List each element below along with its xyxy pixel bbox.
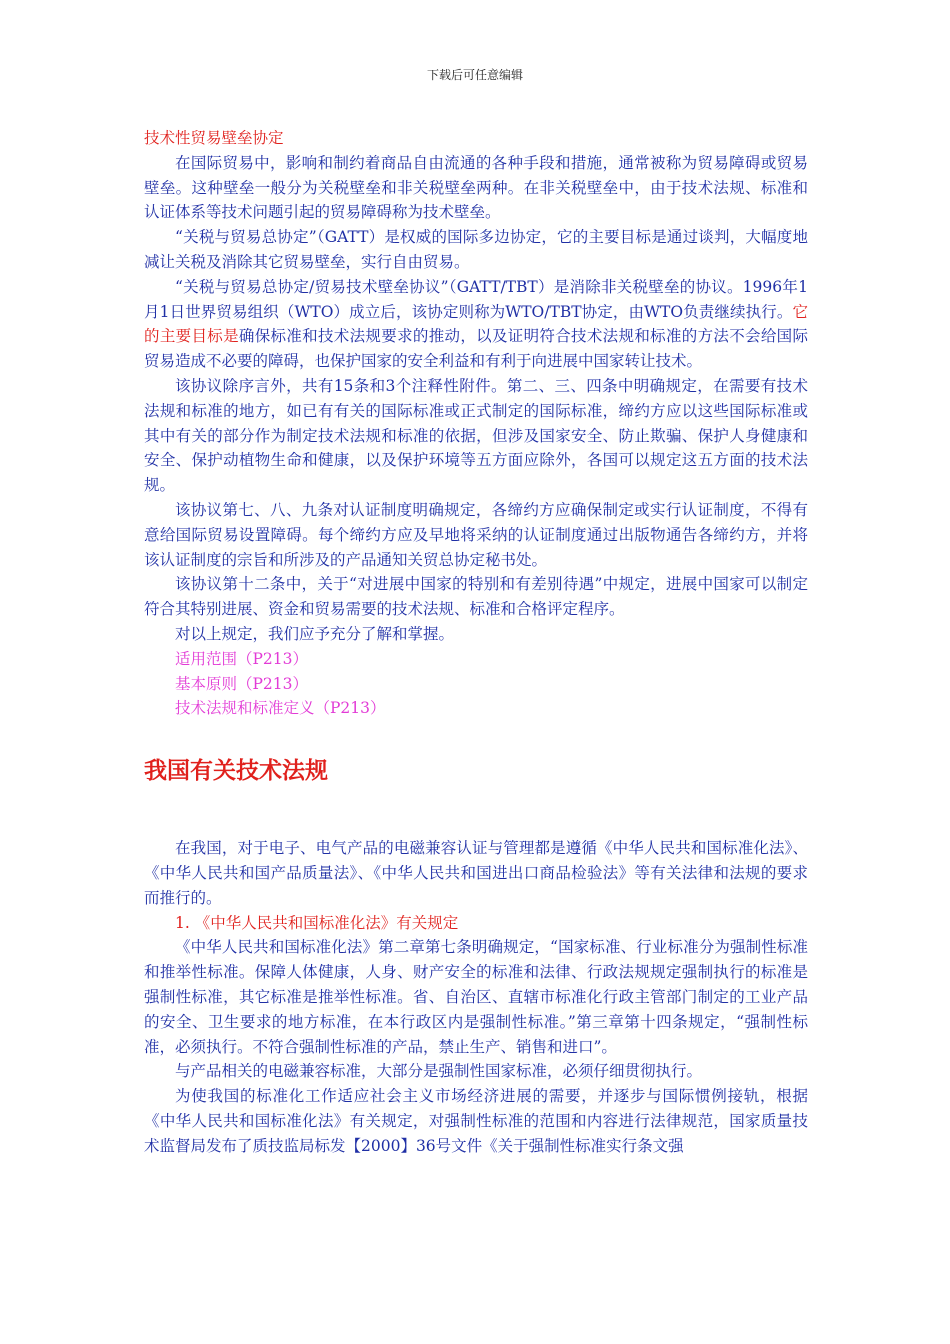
paragraph-3-highlight: 它的主要目标是 bbox=[144, 302, 808, 346]
paragraph-5: 该协议第七、八、九条对认证制度明确规定，各缔约方应确保制定或实行认证制度，不得有意给国际贸易设置障碍。每个缔约方应及早地将采纳的认证制度通过出版物通告各缔约方，并将该认证制度的宗旨和所涉及的产品通知关贸总协定秘书处。 bbox=[144, 500, 808, 569]
link-definitions[interactable]: 技术法规和标准定义（P213） bbox=[175, 699, 386, 718]
paragraph-9: 《中华人民共和国标准化法》第二章第七条明确规定，“国家标准、行业标准分为强制性标准和推举性标准。保障人体健康，人身、财产安全的标准和法律、行政法规规定强制执行的标准是强制性标准，其它标准是推举性标准。省、自治区、直辖市标准化行政主管部门制定的工业产品的安全、卫生要求的地方标准，在本行政区内是强制性标准。”第三章第十四条规定，“强制性标准，必须执行。不符合强制性标准的产品，禁止生产、销售和进口”。 bbox=[144, 938, 808, 1056]
document-body bbox=[144, 126, 808, 1158]
link-principles[interactable]: 基本原则（P213） bbox=[175, 674, 309, 693]
paragraph-4: 该协议除序言外，共有15条和3个注释性附件。第二、三、四条中明确规定，在需要有技术法规和标准的地方，如已有有关的国际标准或正式制定的国际标准，缔约方应以这些国际标准或其中有关的部分作为制定技术法规和标准的依据，但涉及国家安全、防止欺骗、保护人身健康和安全、保护动植物生命和健康，以及保护环境等五方面应除外，各国可以规定这五方面的技术法规。 bbox=[144, 376, 808, 495]
paragraph-6: 该协议第十二条中，关于“对进展中国家的特别和有差别待遇”中规定，进展中国家可以制定符合其特别进展、资金和贸易需要的技术法规、标准和合格评定程序。 bbox=[144, 575, 808, 619]
paragraph-10: 与产品相关的电磁兼容标准，大部分是强制性国家标准，必须仔细贯彻执行。 bbox=[175, 1062, 703, 1081]
link-scope[interactable]: 适用范围（P213） bbox=[175, 649, 309, 668]
doc-title: 技术性贸易壁垒协定 bbox=[144, 129, 284, 147]
paragraph-3-part-a: “关税与贸易总协定/贸易技术壁垒协议”（GATT/TBT）是消除非关税壁垒的协议。1996年1月1日世界贸易组织（WTO）成立后，该协定则称为WTO/TBT协定，由WTO负责继续执行。 bbox=[144, 277, 808, 321]
paragraph-11: 为使我国的标准化工作适应社会主义市场经济进展的需要，并逐步与国际惯例接轨，根据《中华人民共和国标准化法》有关规定，对强制性标准的范围和内容进行法律规范，国家质量技术监督局发布了质技监局标发【2000】36号文件《关于强制性标准实行条文强 bbox=[144, 1087, 808, 1155]
paragraph-3 bbox=[144, 275, 808, 374]
paragraph-2: “关税与贸易总协定”（GATT）是权威的国际多边协定，它的主要目标是通过谈判，大幅度地减让关税及消除其它贸易壁垒，实行自由贸易。 bbox=[144, 228, 808, 271]
section-title: 我国有关技术法规 bbox=[144, 758, 328, 785]
list-item-1: 1. 《中华人民共和国标准化法》有关规定 bbox=[175, 913, 459, 932]
spacer bbox=[144, 786, 808, 836]
paragraph-8: 在我国，对于电子、电气产品的电磁兼容认证与管理都是遵循《中华人民共和国标准化法》、《中华人民共和国产品质量法》、《中华人民共和国进出口商品检验法》等有关法律和法规的要求而推行的。 bbox=[144, 839, 808, 907]
paragraph-1: 在国际贸易中，影响和制约着商品自由流通的各种手段和措施，通常被称为贸易障碍或贸易壁垒。这种壁垒一般分为关税壁垒和非关税壁垒两种。在非关税壁垒中，由于技术法规、标准和认证体系等技术问题引起的贸易障碍称为技术壁垒。 bbox=[144, 153, 808, 222]
paragraph-7: 对以上规定，我们应予充分了解和掌握。 bbox=[175, 624, 455, 643]
paragraph-3-part-b: 确保标准和技术法规要求的推动，以及证明符合技术法规和标准的方法不会给国际贸易造成不必要的障碍，也保护国家的安全利益和有利于向进展中国家转让技术。 bbox=[144, 327, 808, 371]
page-header: 下载后可任意编辑 bbox=[426, 68, 523, 82]
